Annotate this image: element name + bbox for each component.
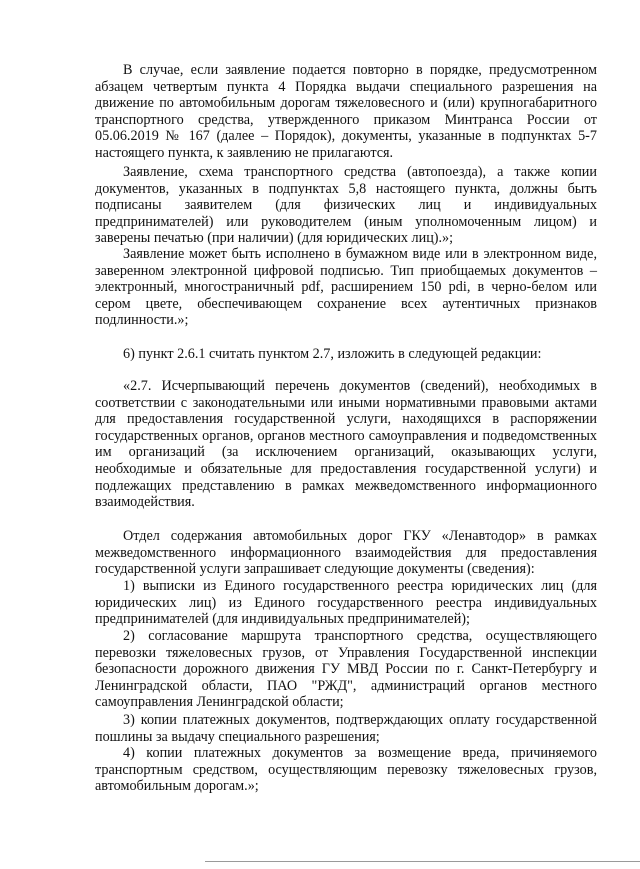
paragraph-item-6: 6) пункт 2.6.1 считать пунктом 2.7, изложить в следующей редакции: <box>123 346 542 362</box>
paragraph-repeat-application: В случае, если заявление подается повторно в порядке, предусмотренном абзацем четвертым пункта 4 Порядка выдачи специального разрешения на движение по автомобильным дорогам тяжеловесного и (или) крупногабаритного транспортного средства, утвержденного приказом Минтранса России от 05.06.2019 № 167 (далее – Порядок), документы, указанные в подпунктах 5-7 настоящего пункта, к заявлению не прилагаются. <box>95 62 597 161</box>
paragraph-signature-requirements: Заявление, схема транспортного средства (автопоезда), а также копии документов, указанных в подпунктах 5,8 настоящего пункта, должны быть подписаны заявителем (для физических лиц и индивидуальных предпринимателей) или руководителем (иным уполномоченным лицом) и заверены печатью (при наличии) (для юридических лиц).»; <box>95 164 597 247</box>
paragraph-department-requests: Отдел содержания автомобильных дорог ГКУ «Ленавтодор» в рамках межведомственного информационного взаимодействия для предоставления государственной услуги запрашивает следующие документы (сведения): <box>95 528 597 578</box>
list-item-3: 3) копии платежных документов, подтверждающих оплату государственной пошлины за выдачу специального разрешения; <box>95 712 597 745</box>
paragraph-section-2-7: «2.7. Исчерпывающий перечень документов (сведений), необходимых в соответствии с законодательными или иными нормативными правовыми актами для предоставления государственной услуги, находящихся в распоряжении государственных органов, органов местного самоуправления и подведомственных им организаций (за исключением организаций, оказывающих услуги, необходимые и обязательные для предоставления государственной услуги) и подлежащих представлению в рамках межведомственного информационного взаимодействия. <box>95 378 597 511</box>
footer-divider <box>205 861 640 862</box>
paragraph-electronic-form: Заявление может быть исполнено в бумажном виде или в электронном виде, заверенном электронной цифровой подписью. Тип приобщаемых документов – электронный, многостраничный pdf, расширением 150 pdi, в черно-белом или сером цвете, обеспечивающем сохранение всех аутентичных признаков подлинности.»; <box>95 246 597 329</box>
list-item-2: 2) согласование маршрута транспортного средства, осуществляющего перевозки тяжеловесных грузов, от Управления Государственной инспекции безопасности дорожного движения ГУ МВД России по г. Санкт-Петербургу и Ленинградской области, ПАО "РЖД", администраций органов местного самоуправления Ленинградской области; <box>95 628 597 711</box>
list-item-1: 1) выписки из Единого государственного реестра юридических лиц (для юридических лиц) из Единого государственного реестра индивидуальных предпринимателей (для индивидуальных предпринимателей); <box>95 578 597 628</box>
list-item-4: 4) копии платежных документов за возмещение вреда, причиняемого транспортным средством, осуществляющим перевозку тяжеловесных грузов, автомобильным дорогам.»; <box>95 745 597 795</box>
